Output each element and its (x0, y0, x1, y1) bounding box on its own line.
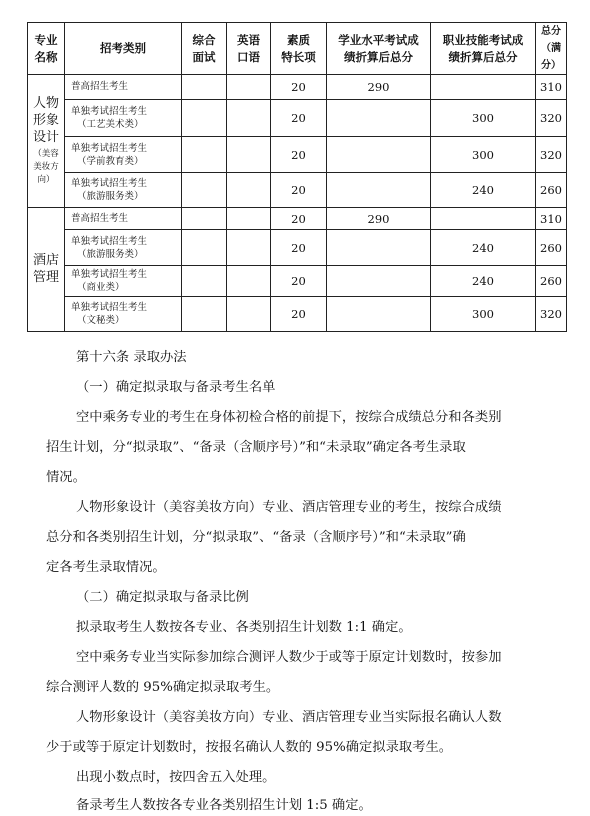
interview-cell (182, 75, 227, 100)
vocational-cell (431, 75, 536, 100)
category-cell: 单独考试招生考生 （商业类） (65, 265, 182, 296)
vocational-cell (431, 207, 536, 230)
academic-cell (327, 137, 431, 173)
academic-cell (327, 173, 431, 207)
oral-cell (227, 99, 271, 136)
paragraph-5-line-2: 少于或等于原定计划数时，按报名确认人数的 95%确定拟录取考生。 (46, 740, 453, 755)
header-total: 总分 （满分） (536, 23, 567, 75)
talent-cell: 20 (271, 265, 327, 296)
talent-cell: 20 (271, 207, 327, 230)
total-cell: 320 (536, 137, 567, 173)
academic-cell (327, 296, 431, 331)
article-heading: 第十六条 录取办法 (76, 350, 187, 365)
paragraph-2-line-2: 总分和各类别招生计划，分“拟录取”、“备录（含顺序号）”和“未录取”确 (46, 530, 466, 545)
interview-cell (182, 207, 227, 230)
academic-cell (327, 230, 431, 265)
table-row (28, 230, 567, 265)
table-row (28, 207, 567, 230)
academic-cell (327, 265, 431, 296)
header-oral: 英语 口语 (227, 23, 271, 75)
oral-cell (227, 207, 271, 230)
section-1-title: （一）确定拟录取与备录考生名单 (76, 380, 276, 395)
paragraph-5-line-1: 人物形象设计（美容美妆方向）专业、酒店管理专业当实际报名确认人数 (76, 710, 502, 725)
paragraph-1-line-3: 情况。 (46, 470, 86, 485)
paragraph-4-line-2: 综合测评人数的 95%确定拟录取考生。 (46, 680, 280, 695)
vocational-cell: 300 (431, 99, 536, 136)
oral-cell (227, 137, 271, 173)
header-category: 招考类别 (65, 23, 182, 75)
paragraph-2-line-1: 人物形象设计（美容美妆方向）专业、酒店管理专业的考生，按综合成绩 (76, 500, 502, 515)
category-cell: 单独考试招生考生 （文秘类） (65, 296, 182, 331)
table-row (28, 173, 567, 207)
vocational-cell: 240 (431, 265, 536, 296)
academic-cell: 290 (327, 75, 431, 100)
category-cell: 单独考试招生考生 （工艺美术类） (65, 99, 182, 136)
category-cell: 普高招生考生 (65, 75, 182, 100)
total-cell: 310 (536, 207, 567, 230)
table-row (28, 99, 567, 136)
major-note: （美容 美妆方 向） (33, 148, 59, 185)
interview-cell (182, 296, 227, 331)
talent-cell: 20 (271, 296, 327, 331)
header-academic: 学业水平考试成 绩折算后总分 (327, 23, 431, 75)
header-major: 专业 名称 (28, 23, 65, 75)
score-table (27, 22, 567, 332)
header-vocational: 职业技能考试成 绩折算后总分 (431, 23, 536, 75)
total-cell: 260 (536, 265, 567, 296)
total-cell: 320 (536, 99, 567, 136)
section-2-title: （二）确定拟录取与备录比例 (76, 590, 249, 605)
paragraph-3: 拟录取考生人数按各专业、各类别招生计划数 1:1 确定。 (76, 620, 412, 635)
category-cell: 单独考试招生考生 （旅游服务类） (65, 230, 182, 265)
oral-cell (227, 265, 271, 296)
talent-cell: 20 (271, 230, 327, 265)
talent-cell: 20 (271, 75, 327, 100)
vocational-cell: 300 (431, 296, 536, 331)
major-name-cell: 酒店 管理 (28, 207, 65, 331)
interview-cell (182, 173, 227, 207)
vocational-cell: 300 (431, 137, 536, 173)
interview-cell (182, 99, 227, 136)
paragraph-1-line-1: 空中乘务专业的考生在身体初检合格的前提下，按综合成绩总分和各类别 (76, 410, 502, 425)
total-cell: 310 (536, 75, 567, 100)
major-name-cell: 人物 形象 设计 （美容 美妆方 向） (28, 75, 65, 208)
total-cell: 260 (536, 230, 567, 265)
paragraph-7: 备录考生人数按各专业各类别招生计划 1:5 确定。 (76, 798, 372, 813)
header-interview: 综合 面试 (182, 23, 227, 75)
vocational-cell: 240 (431, 173, 536, 207)
oral-cell (227, 296, 271, 331)
paragraph-1-line-2: 招生计划，分“拟录取”、“备录（含顺序号）”和“未录取”确定各考生录取 (46, 440, 466, 455)
interview-cell (182, 137, 227, 173)
header-talent: 素质 特长项 (271, 23, 327, 75)
interview-cell (182, 230, 227, 265)
category-cell: 单独考试招生考生 （旅游服务类） (65, 173, 182, 207)
paragraph-2-line-3: 定各考生录取情况。 (46, 560, 166, 575)
category-cell: 单独考试招生考生 （学前教育类） (65, 137, 182, 173)
oral-cell (227, 173, 271, 207)
vocational-cell: 240 (431, 230, 536, 265)
talent-cell: 20 (271, 137, 327, 173)
academic-cell: 290 (327, 207, 431, 230)
total-cell: 320 (536, 296, 567, 331)
table-row (28, 296, 567, 331)
academic-cell (327, 99, 431, 136)
oral-cell (227, 230, 271, 265)
table-row (28, 75, 567, 100)
table-row (28, 137, 567, 173)
table-row (28, 265, 567, 296)
talent-cell: 20 (271, 99, 327, 136)
category-cell: 普高招生考生 (65, 207, 182, 230)
paragraph-4-line-1: 空中乘务专业当实际参加综合测评人数少于或等于原定计划数时，按参加 (76, 650, 502, 665)
interview-cell (182, 265, 227, 296)
oral-cell (227, 75, 271, 100)
paragraph-6: 出现小数点时，按四舍五入处理。 (76, 770, 276, 785)
header-row (28, 23, 567, 75)
total-cell: 260 (536, 173, 567, 207)
talent-cell: 20 (271, 173, 327, 207)
